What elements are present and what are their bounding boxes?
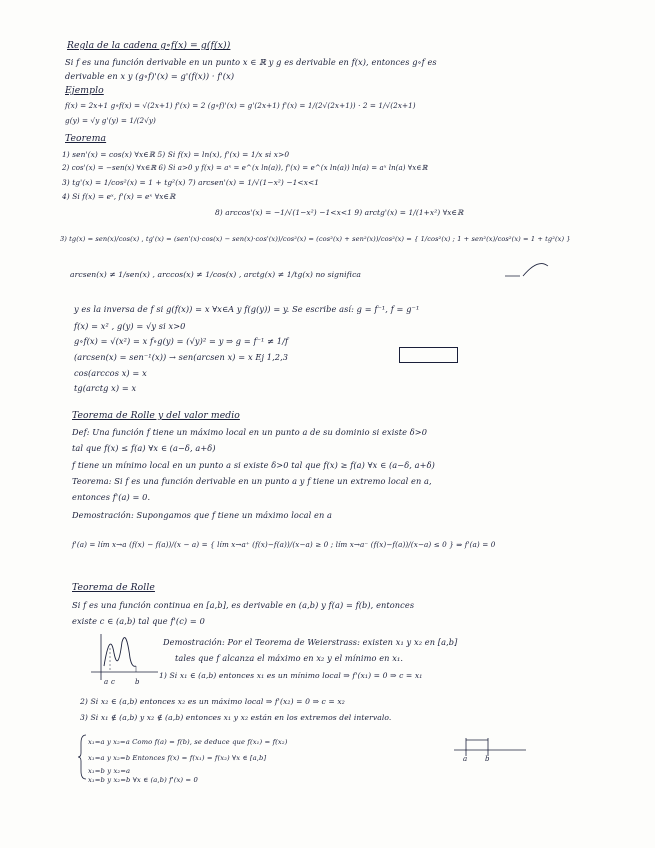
subheading-theorem: Teorema [65,133,107,144]
text-line: Demostración: Supongamos que f tiene un máximo local en a [72,510,333,520]
text-line: 2) Si x₂ ∈ (a,b) entonces x₂ es un máximo local ⇒ f'(x₂) = 0 ⇒ c = x₂ [80,697,345,706]
text-line: derivable en x y (g∘f)'(x) = g'(f(x)) · f'(x) [65,71,235,81]
text-line: Si f es una función continua en [a,b], es derivable en (a,b) y f(a) = f(b), entonces [72,600,415,610]
text-line: 2) cos'(x) = −sen(x) ∀x∈ℝ 6) Si a>0 y f(x) = aˣ = e^(x ln(a)), f'(x) = e^(x ln(a)) ln(a) = aˣ ln(a) ∀x∈ℝ [62,164,428,172]
rolle-graph-figure [86,628,161,683]
text-line: entonces f'(a) = 0. [72,492,151,502]
text-line: g∘f(x) = √(x²) = x f∘g(y) = (√y)² = y ⇒ g = f⁻¹ ≠ 1/f [74,336,289,346]
text-line: cos(arccos x) = x [74,368,147,378]
text-line: Demostración: Por el Teorema de Weierstrass: existen x₁ y x₂ en [a,b] [163,637,458,647]
text-line: y es la inversa de f si g(f(x)) = x ∀x∈A y f(g(y)) = y. Se escribe así: g = f⁻¹, f = g⁻¹ [74,304,420,314]
text-line: Teorema: Si f es una función derivable en un punto a y f tiene un extremo local en a, [72,476,432,486]
text-line: g(y) = √y g'(y) = 1/(2√y) [65,116,156,125]
text-line: x₁=b y x₂=a [88,767,131,775]
case-brace [78,733,88,781]
text-line: f'(a) = lím x→a (f(x) − f(a))/(x − a) = { lím x→a⁺ (f(x)−f(a))/(x−a) ≥ 0 ; lím x→a⁻ (f(x)−f(a))/(x−a) ≤ 0 } ⇒ f'(a) = 0 [72,540,496,549]
text-line: x₁=a y x₂=a Como f(a) = f(b), se deduce que f(x₁) = f(x₂) [88,738,288,746]
text-line: Def: Una función f tiene un máximo local en un punto a de su dominio si existe δ>0 [72,427,428,437]
text-line: existe c ∈ (a,b) tal que f'(c) = 0 [72,616,205,626]
text-line: tales que f alcanza el máximo en x₂ y el mínimo en x₁. [175,653,404,663]
subheading-example: Ejemplo [65,85,104,96]
text-line: x₁=b y x₂=b ∀x ∈ (a,b) f'(x) = 0 [88,776,198,784]
text-line: tg(arctg x) = x [74,383,137,393]
text-line: 8) arccos'(x) = −1/√(1−x²) −1<x<1 9) arctg'(x) = 1/(1+x²) ∀x∈ℝ [215,208,464,217]
graph-label-a: a [104,678,109,686]
graph-label-c: c [111,678,116,686]
text-line: x₁=a y x₂=b Entonces f(x) = f(x₁) = f(x₂) ∀x ∈ [a,b] [88,754,267,762]
text-line: tal que f(x) ≤ f(a) ∀x ∈ (a−δ, a+δ) [72,443,216,453]
text-line: f(x) = x² , g(y) = √y si x>0 [74,321,186,331]
text-line: 1) Si x₁ ∈ (a,b) entonces x₁ es un mínimo local ⇒ f'(x₁) = 0 ⇒ c = x₁ [159,671,423,680]
interval-sketch [450,730,530,770]
text-line: 3) tg(x) = sen(x)/cos(x) , tg'(x) = (sen'(x)·cos(x) − sen(x)·cos'(x))/cos²(x) = (cos²(x) + sen²(x))/cos²(x) = { 1/cos²(x) ; 1 + sen²(x)/cos²(x) = 1 + tg²(x) } [60,235,571,243]
text-line: 1) sen'(x) = cos(x) ∀x∈ℝ 5) Si f(x) = ln(x), f'(x) = 1/x si x>0 [62,150,290,159]
section-title-rolle-mean-value: Teorema de Rolle y del valor medio [72,410,240,421]
interval-label-b: b [485,755,490,763]
text-line: f(x) = 2x+1 g∘f(x) = √(2x+1) f'(x) = 2 (g∘f)'(x) = g'(2x+1) f'(x) = 1/(2√(2x+1)) · 2 = 1/√(2x+1) [65,101,416,110]
graph-label-b: b [135,678,140,686]
text-line: Si f es una función derivable en un punto x ∈ ℝ y g es derivable en f(x), entonces g∘f es [65,57,437,67]
text-line: arcsen(x) ≠ 1/sen(x) , arccos(x) ≠ 1/cos(x) , arctg(x) ≠ 1/tg(x) no significa [70,270,362,279]
text-line: 4) Si f(x) = eˣ, f'(x) = eˣ ∀x∈ℝ [62,192,176,201]
text-line: f tiene un mínimo local en un punto a si existe δ>0 tal que f(x) ≥ f(a) ∀x ∈ (a−δ, a+δ) [72,460,435,470]
section-title-rolle: Teorema de Rolle [72,582,155,593]
text-line: 3) Si x₁ ∉ (a,b) y x₂ ∉ (a,b) entonces x₁ y x₂ están en los extremos del intervalo. [80,713,392,722]
interval-label-a: a [463,755,468,763]
text-line: 3) tg'(x) = 1/cos²(x) = 1 + tg²(x) 7) arcsen'(x) = 1/√(1−x²) −1<x<1 [62,178,320,187]
exercise-box [399,347,458,363]
section-title-chain-rule: Regla de la cadena g∘f(x) = g(f(x)) [67,40,231,51]
text-line: (arcsen(x) = sen⁻¹(x)) → sen(arcsen x) = x Ej 1,2,3 [74,352,289,362]
